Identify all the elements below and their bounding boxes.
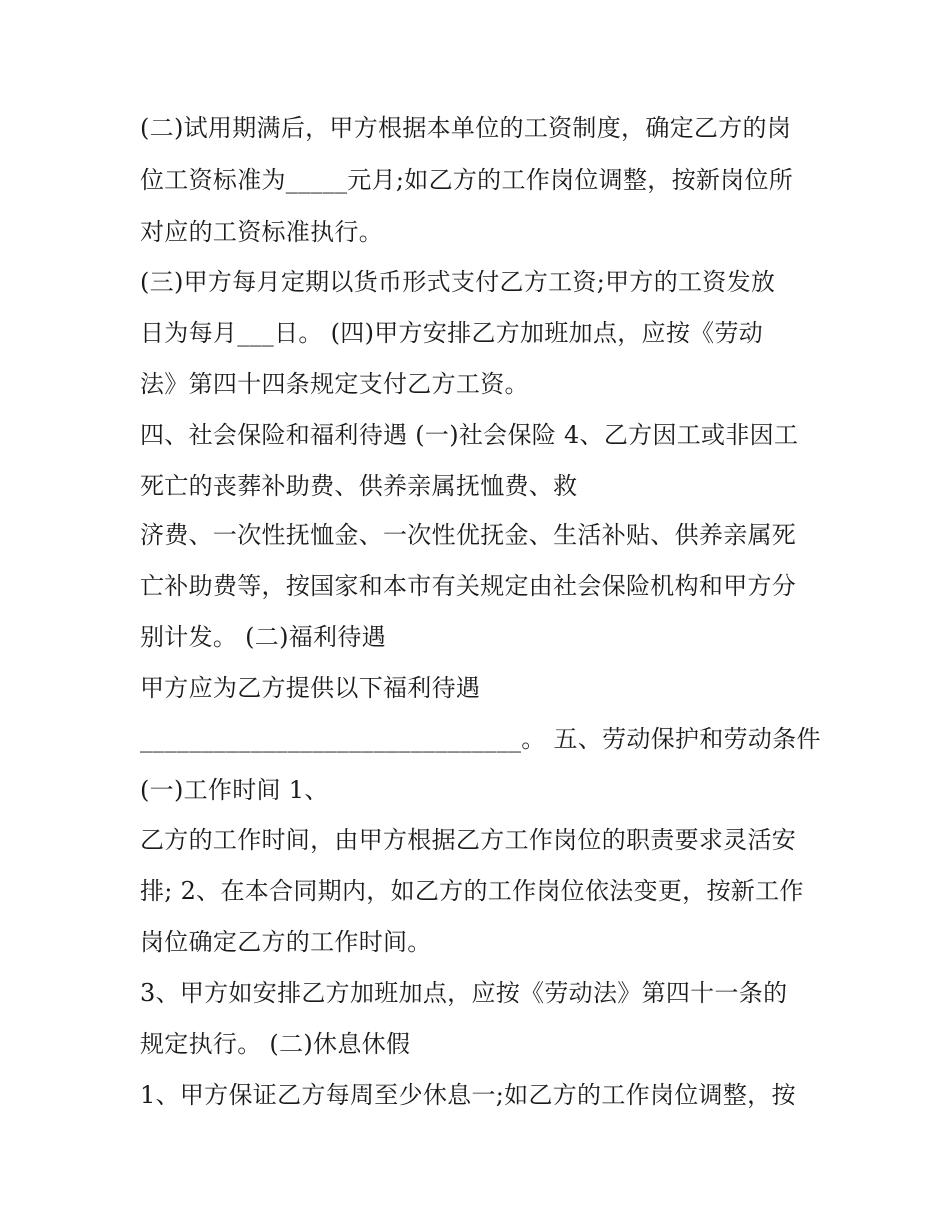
text-line: 1、甲方保证乙方每周至少休息一;如乙方的工作岗位调整，按 <box>140 1081 796 1109</box>
text-line: 对应的工资标准执行。 <box>140 218 383 246</box>
text-line: 死亡的丧葬补助费、供养亲属抚恤费、救 <box>140 472 578 500</box>
text-line: 亡补助费等，按国家和本市有关规定由社会保险机构和甲方分 <box>140 572 797 600</box>
text-line: 乙方的工作时间，由甲方根据乙方工作岗位的职责要求灵活安 <box>140 826 797 854</box>
text-line: 排; 2、在本合同期内，如乙方的工作岗位依法变更，按新工作 <box>140 877 804 905</box>
text-line: _______________________________。 五、劳动保护和劳动条件 <box>140 725 821 753</box>
text-line: 规定执行。 (二)休息休假 <box>140 1030 411 1058</box>
text-line: 法》第四十四条规定支付乙方工资。 <box>140 370 529 398</box>
text-line: 日为每月___日。 (四)甲方安排乙方加班加点，应按《劳动 <box>140 319 764 347</box>
text-line: 位工资标准为_____元月;如乙方的工作岗位调整，按新岗位所 <box>140 166 794 194</box>
text-line: (二)试用期满后，甲方根据本单位的工资制度，确定乙方的岗 <box>140 114 792 142</box>
text-line: 济费、一次性抚恤金、一次性优抚金、生活补贴、供养亲属死 <box>140 521 797 549</box>
text-line: 甲方应为乙方提供以下福利待遇 <box>140 674 481 702</box>
text-line: (一)工作时间 1、 <box>140 776 329 804</box>
text-line: 四、社会保险和福利待遇 (一)社会保险 4、乙方因工或非因工 <box>140 421 799 449</box>
text-line: (三)甲方每月定期以货币形式支付乙方工资;甲方的工资发放 <box>140 268 776 296</box>
text-line: 3、甲方如安排乙方加班加点，应按《劳动法》第四十一条的 <box>140 979 788 1007</box>
text-line: 别计发。 (二)福利待遇 <box>140 623 386 651</box>
text-line: 岗位确定乙方的工作时间。 <box>140 928 432 956</box>
